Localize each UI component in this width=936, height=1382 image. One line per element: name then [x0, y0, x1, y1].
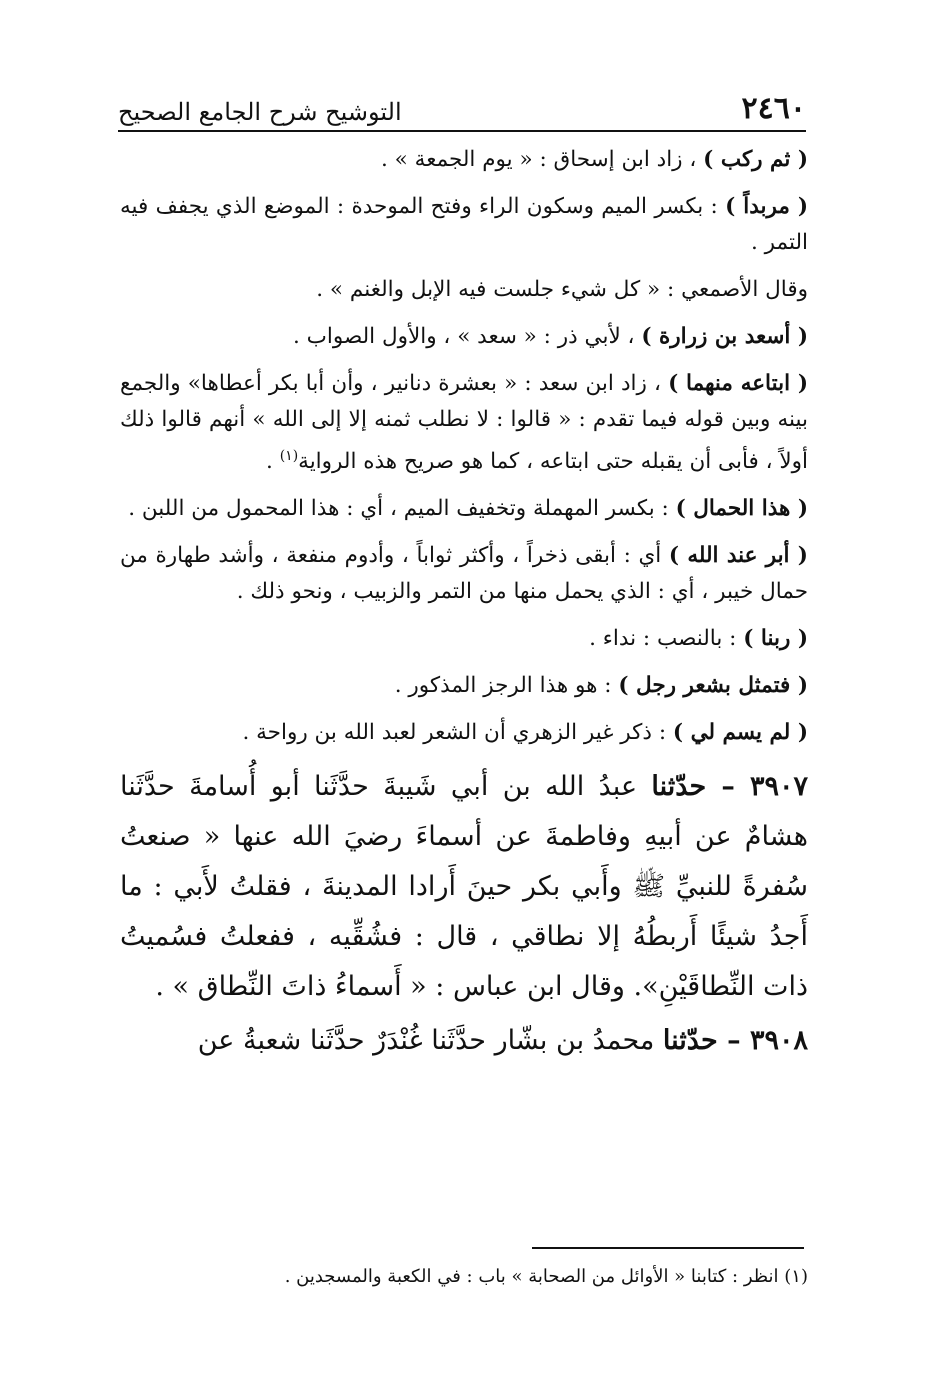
lemma: ( مربداً )	[725, 194, 808, 219]
lemma: ( أبر عند الله )	[668, 543, 808, 569]
footnote: (١) انظر : كتابنا « الأوائل من الصحابة » باب : في الكعبة والمسجدين .	[284, 1266, 808, 1287]
footnote-divider	[532, 1247, 804, 1249]
commentary-paragraph	[120, 538, 808, 610]
paragraph-text: : بكسر المهملة وتخفيف الميم ، أي : هذا المحمول من اللبن .	[128, 496, 676, 522]
lemma: ( ثم ركب )	[703, 147, 808, 172]
commentary-paragraph	[120, 189, 808, 261]
paragraph-text: ، زاد ابن سعد : « بعشرة دنانير ، وأن أبا بكر أعطاها» والجمع بينه وبين قوله فيما تقدم : « قالوا : لا نطلب ثمنه إلا إلى الله » أنهم قالوا ذلك أولاً ، فأبى أن يقبله حتى ابتاعه ، كما هو صريح هذه الرواية	[120, 371, 808, 475]
paragraph-text: ، زاد ابن إسحاق : « يوم الجمعة » .	[381, 147, 704, 172]
commentary-paragraph	[120, 668, 808, 704]
paragraph-text: : هو هذا الرجز المذكور .	[394, 673, 619, 699]
hadith-paragraph	[120, 762, 808, 1012]
running-title: التوشيح شرح الجامع الصحيح	[118, 98, 402, 126]
lemma: ( ربنا )	[743, 626, 808, 652]
commentary-paragraph	[120, 142, 808, 178]
hadith-number: ٣٩٠٧ – حدّثنا	[651, 771, 808, 803]
commentary-paragraph	[120, 272, 808, 308]
commentary-paragraph	[120, 491, 808, 527]
commentary-paragraph	[120, 715, 808, 751]
lemma: ( هذا الحمال )	[675, 496, 808, 522]
lemma: ( ابتاعه منهما )	[668, 371, 809, 396]
main-text	[120, 142, 808, 1070]
paragraph-text: : بكسر الميم وسكون الراء وفتح الموحدة : الموضع الذي يجفف فيه التمر .	[120, 194, 808, 255]
lemma: ( لم يسم لي )	[672, 720, 808, 746]
commentary-paragraph	[120, 319, 808, 355]
hadith-paragraph	[120, 1016, 808, 1066]
paragraph-text: أي : أبقى ذخراً ، وأكثر ثواباً ، وأدوم منفعة ، وأشد طهارة من حمال خيبر ، أي : الذي يحمل منها من التمر والزبيب ، ونحو ذلك .	[120, 543, 808, 605]
paragraph-text: : بالنصب : نداء .	[589, 626, 744, 652]
paragraph-text: ، لأبي ذر : « سعد » ، والأول الصواب .	[292, 324, 642, 349]
commentary-paragraph	[120, 621, 808, 657]
paragraph-text: : ذكر غير الزهري أن الشعر لعبد الله بن رواحة .	[242, 720, 673, 746]
page-header	[118, 84, 806, 132]
page-number: ٢٤٦٠	[741, 91, 806, 126]
lemma: ( أسعد بن زرارة )	[641, 324, 808, 349]
footnote-marker[interactable]: (١)	[279, 448, 299, 464]
lemma: ( فتمثل بشعر رجل )	[618, 673, 808, 699]
hadith-number: ٣٩٠٨ – حدّثنا	[662, 1025, 808, 1057]
hadith-text: محمدُ بن بشّار حدَّثَنا غُنْدَرٌ حدَّثَنا شعبةُ عن	[197, 1025, 663, 1057]
commentary-paragraph	[120, 366, 808, 480]
paragraph-text: وقال الأصمعي : « كل شيء جلست فيه الإبل والغنم » .	[316, 277, 808, 302]
hadith-text: عبدُ الله بن أبي شَيبةَ حدَّثَنا أبو أُسامةَ حدَّثَنا هشامٌ عن أبيهِ وفاطمةَ عن أسماءَ رضيَ الله عنها « صنعتُ سُفرةً للنبيِّ ﷺ وأَبي بكر حينَ أَرادا المدينةَ ، فقلتُ لأَبي : ما أَجدُ شيئًا أَربطُهُ إلا نطاقي ، قال : فشُقِّيه ، ففعلتُ فسُميتُ ذات النِّطاقَيْنِ». وقال ابن عباس : « أَسماءُ ذاتَ النِّطاق » .	[120, 771, 808, 1003]
paragraph-tail: .	[266, 449, 280, 475]
